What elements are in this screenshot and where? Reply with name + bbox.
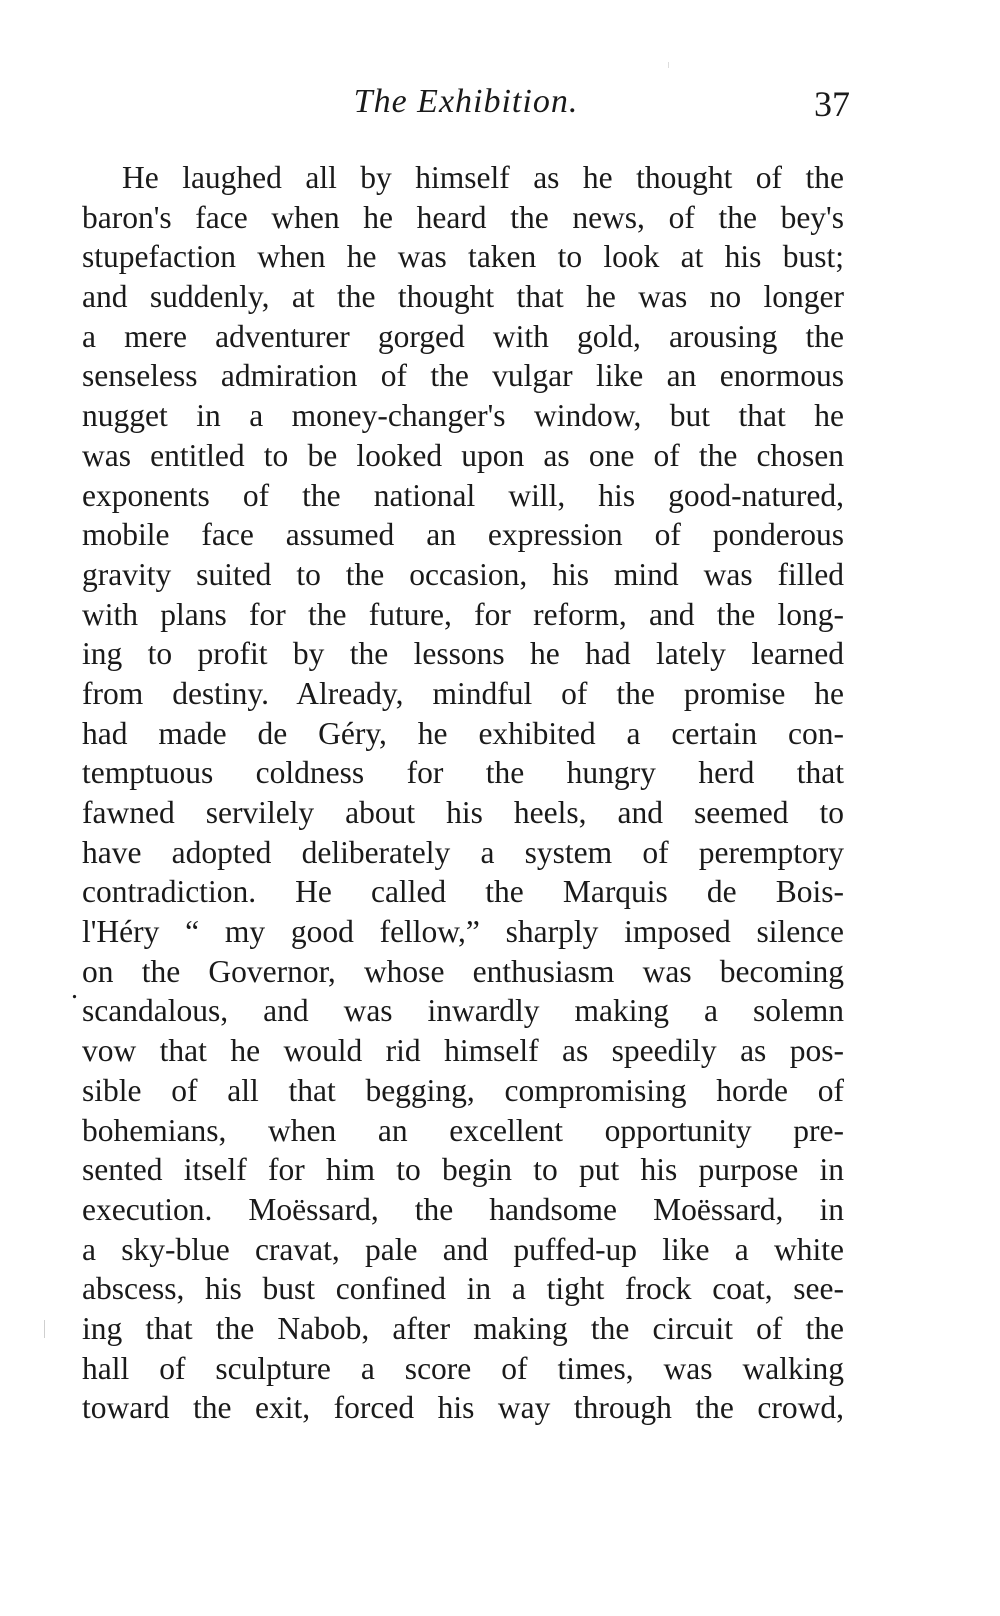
text-line: scandalous, and was inwardly making a solemn (82, 993, 844, 1029)
text-line: bohemians, when an excellent opportunity pre- (82, 1112, 844, 1148)
text-line: l'Héry “ my good fellow,” sharply imposed silence (82, 914, 844, 950)
text-line: on the Governor, whose enthusiasm was becoming (82, 953, 844, 989)
text-line: sented itself for him to begin to put his purpose in (82, 1152, 844, 1188)
text-line: a mere adventurer gorged with gold, arousing the (82, 318, 844, 354)
text-line: ing that the Nabob, after making the circuit of the (82, 1310, 844, 1346)
text-line: execution. Moëssard, the handsome Moëssard, in (82, 1191, 844, 1227)
text-line: fawned servilely about his heels, and seemed to (82, 795, 844, 830)
paper-speck (668, 62, 669, 68)
paper-speck (44, 1320, 45, 1338)
text-line: gravity suited to the occasion, his mind was filled (82, 556, 844, 592)
text-line: He laughed all by himself as he thought of the (122, 160, 844, 195)
text-line: stupefaction when he was taken to look at his bust; (82, 239, 844, 275)
stray-ink-dot: . (71, 974, 78, 1005)
text-line: senseless admiration of the vulgar like an enormous (82, 358, 844, 394)
text-line: a sky-blue cravat, pale and puffed-up like a white (82, 1231, 844, 1267)
text-line: ing to profit by the lessons he had lately learned (82, 636, 844, 672)
text-line: hall of sculpture a score of times, was walking (82, 1350, 844, 1386)
text-line: was entitled to be looked upon as one of the chosen (82, 437, 844, 473)
text-line: abscess, his bust confined in a tight frock coat, see- (82, 1271, 844, 1307)
text-line: contradiction. He called the Marquis de Bois- (82, 874, 844, 910)
text-line: vow that he would rid himself as speedily as pos- (82, 1033, 844, 1069)
text-line: toward the exit, forced his way through the crowd, (82, 1390, 844, 1426)
text-line: have adopted deliberately a system of peremptory (82, 834, 844, 870)
text-line: sible of all that begging, compromising horde of (82, 1072, 844, 1108)
text-line: and suddenly, at the thought that he was no longer (82, 279, 844, 315)
text-line: temptuous coldness for the hungry herd that (82, 755, 844, 791)
text-line: had made de Géry, he exhibited a certain con- (82, 715, 844, 751)
running-title: The Exhibition. (353, 83, 579, 120)
text-line: exponents of the national will, his good-natured, (82, 477, 844, 513)
text-line: from destiny. Already, mindful of the promise he (82, 675, 844, 711)
text-line: nugget in a money-changer's window, but that he (82, 398, 844, 434)
page-number: 37 (814, 84, 850, 124)
text-line: baron's face when he heard the news, of the bey's (82, 199, 844, 235)
running-head (82, 82, 850, 132)
text-line: with plans for the future, for reform, and the long- (82, 596, 844, 632)
text-line: mobile face assumed an expression of ponderous (82, 517, 844, 553)
body-paragraph (82, 158, 844, 1428)
